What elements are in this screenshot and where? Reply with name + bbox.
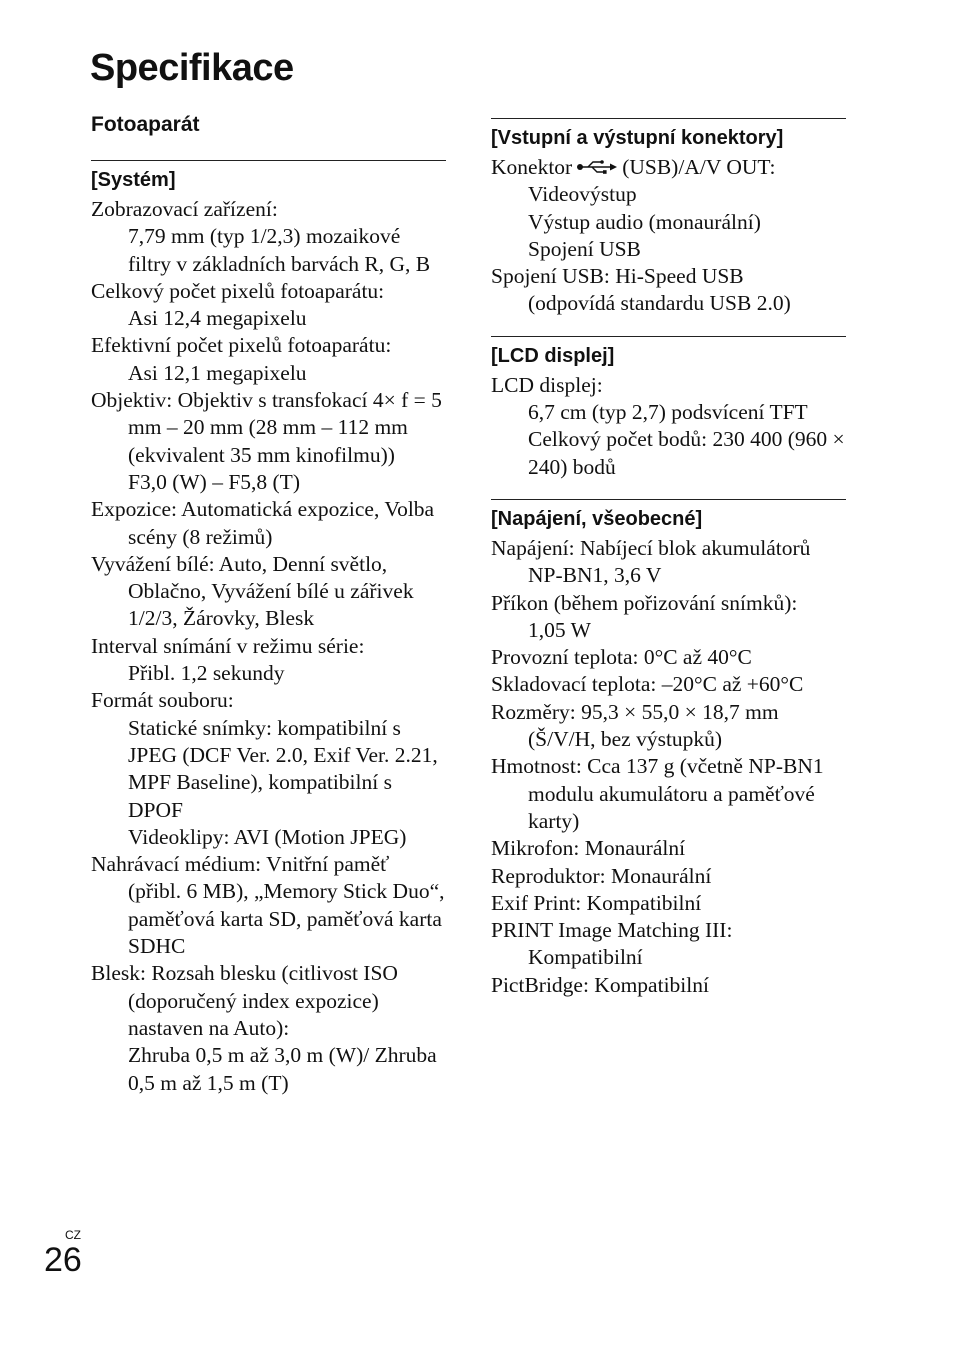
language-code: CZ [65,1228,81,1242]
spec-sub-value: Videoklipy: AVI (Motion JPEG) [128,824,407,849]
spec-sub-value: 7,79 mm (typ 1/2,3) mozaikové filtry v základních barvách R, G, B [128,224,431,276]
spec-text: Napájení: Nabíjecí blok akumulátorů NP-BN1, 3,6 V [491,535,811,588]
spec-entry [91,851,446,960]
section-title: [Vstupní a výstupní konektory] [491,127,784,149]
spec-text: Příkon (během pořizování snímků): [491,590,798,615]
connector-suffix: (USB)/A/V OUT: [622,155,776,179]
spec-sub-value: Statické snímky: kompatibilní s JPEG (DCF Ver. 2.0, Exif Ver. 2.21, MPF Baseline), kompatibilní s DPOF [128,715,438,822]
spec-sub-value: Asi 12,1 megapixelu [128,360,307,385]
spec-list [491,263,846,318]
spec-entry [491,590,846,645]
spec-text: Objektiv: Objektiv s transfokací 4× f = 5 mm – 20 mm (28 mm – 112 mm (ekvivalent 35 mm kinofilmu)) [91,388,442,467]
spec-text: LCD displej: [491,372,603,397]
spec-sub-value: Spojení USB [528,236,641,261]
spec-text: Zobrazovací zařízení: [91,197,278,221]
right-column [491,118,846,1017]
spec-text: Expozice: Automatická expozice, Volba scény (8 režimů) [91,497,435,549]
spec-entry [491,644,846,671]
page-number: 26 [44,1241,82,1279]
spec-entry [491,972,846,999]
spec-entry [491,671,846,698]
spec-sub-value: Videovýstup [528,182,637,207]
spec-text: PRINT Image Matching III: Kompatibilní [491,918,733,970]
section-title: [LCD displej] [491,344,615,367]
spec-text: Efektivní počet pixelů fotoaparátu: [91,333,392,358]
spec-text: Formát souboru: [91,688,234,713]
section-power [491,499,846,999]
spec-entry [91,687,446,851]
section-title: [Systém] [91,169,176,191]
spec-sub-value: F3,0 (W) – F5,8 (T) [128,469,300,494]
spec-sub-value: 6,7 cm (typ 2,7) podsvícení TFT [528,400,808,425]
spec-sub-value: Přibl. 1,2 sekundy [128,661,285,686]
spec-entry [91,496,446,551]
spec-entry [91,332,446,387]
spec-sub-value: Výstup audio (monaurální) [528,209,761,234]
spec-text: Mikrofon: Monaurální [491,836,686,861]
spec-entry [491,753,846,835]
spec-text: Celkový počet pixelů fotoaparátu: [91,278,385,303]
spec-list [491,154,846,263]
spec-text: Nahrávací médium: Vnitřní paměť (přibl. 6 MB), „Memory Stick Duo“, paměťová karta SD, paměťová karta SDHC [91,852,445,959]
spec-entry [491,535,846,590]
spec-sub-value: 1,05 W [528,617,591,642]
spec-entry [91,387,446,496]
spec-entry [91,196,446,278]
spec-text: Vyvážení bílé: Auto, Denní světlo, Oblačno, Vyvážení bílé u zářivek 1/2/3, Žárovky, Blesk [91,551,414,631]
usb-icon [576,160,618,174]
spec-text: Rozměry: 95,3 × 55,0 × 18,7 mm (Š/V/H, bez výstupků) [491,699,779,752]
spec-entry [491,890,846,917]
section-system [91,160,446,1097]
spec-entry [91,278,446,333]
spec-entry [91,633,446,688]
spec-entry [491,263,846,318]
spec-text: Reproduktor: Monaurální [491,863,712,888]
spec-sub-value: Celkový počet bodů: 230 400 (960 × 240) bodů [528,427,845,479]
spec-text: Exif Print: Kompatibilní [491,890,702,915]
connector-prefix: Konektor [491,155,573,179]
spec-entry [491,372,846,481]
spec-text: Interval snímání v režimu série: [91,633,365,658]
spec-entry [491,835,846,862]
spec-entry [91,960,446,1096]
section-connectors [491,118,846,318]
section-subtitle: Fotoaparát [91,113,200,136]
spec-text: Provozní teplota: 0°C až 40°C [491,645,752,670]
spec-entry [491,863,846,890]
left-column [91,160,446,1115]
spec-text: Skladovací teplota: –20°C až +60°C [491,672,804,697]
spec-list [491,372,846,481]
spec-entry [491,917,846,972]
section-lcd [491,336,846,481]
spec-text: Blesk: Rozsah blesku (citlivost ISO (doporučený index expozice) nastaven na Auto): [91,961,398,1040]
spec-list [491,535,846,999]
spec-entry [491,699,846,754]
spec-text: Hmotnost: Cca 137 g (včetně NP-BN1 modulu akumulátoru a paměťové karty) [491,754,824,833]
spec-entry-connector [491,154,846,263]
spec-sub-value: (odpovídá standardu USB 2.0) [528,291,791,316]
spec-sub-value: Zhruba 0,5 m až 3,0 m (W)/ Zhruba 0,5 m až 1,5 m (T) [128,1043,437,1095]
spec-sub-value: Asi 12,4 megapixelu [128,306,307,331]
spec-entry [91,551,446,633]
spec-list [91,196,446,1097]
page-title: Specifikace [90,47,294,89]
section-title: [Napájení, všeobecné] [491,507,703,530]
spec-text: PictBridge: Kompatibilní [491,972,709,997]
spec-text: Spojení USB: Hi-Speed USB [491,264,744,289]
